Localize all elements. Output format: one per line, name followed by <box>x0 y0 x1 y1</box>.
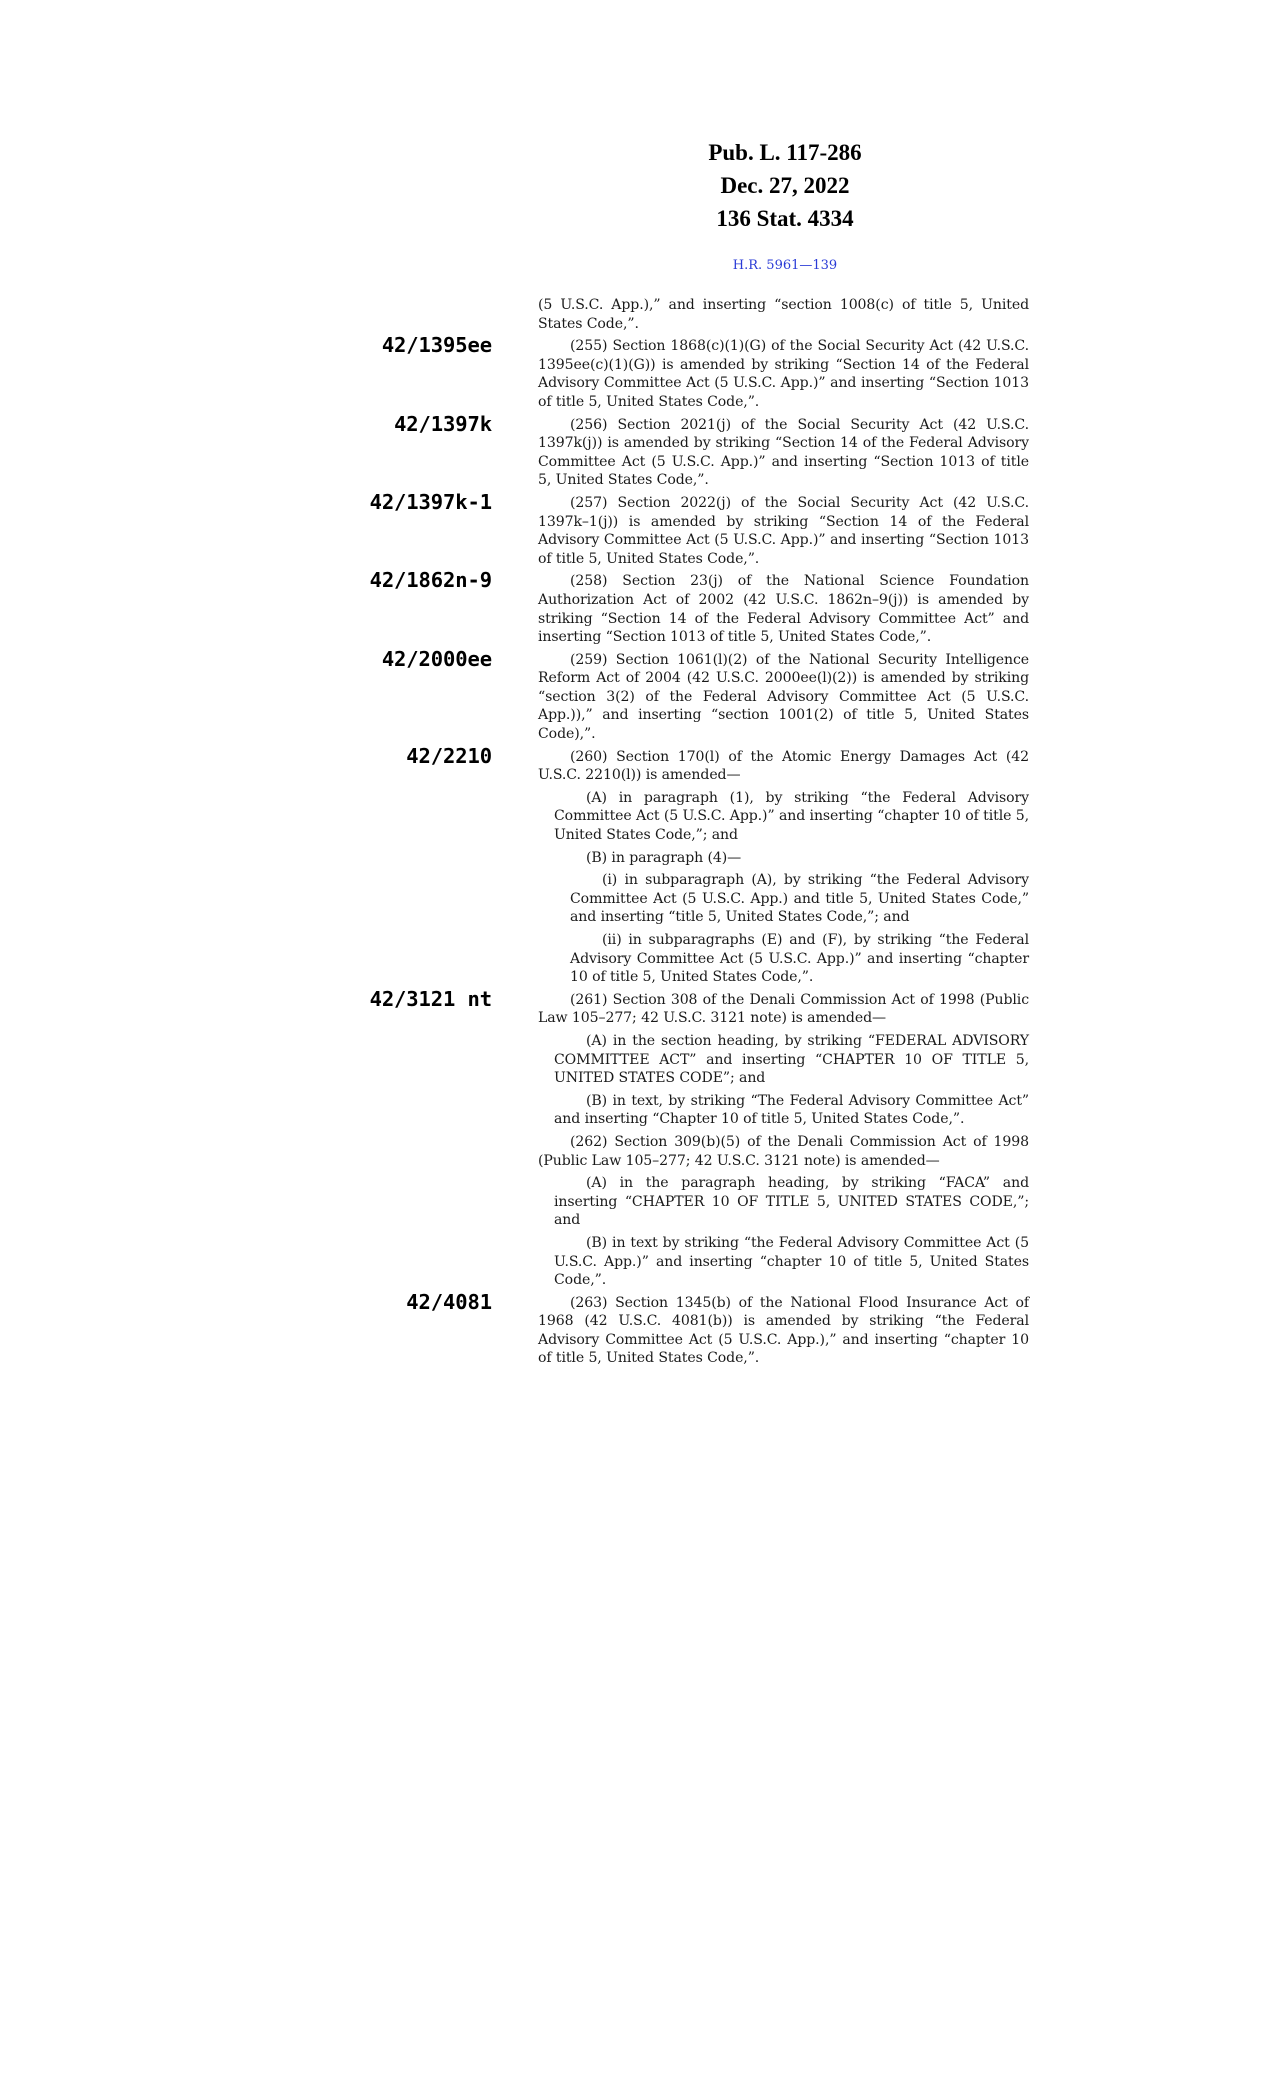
paragraph-text: (A) in the section heading, by striking “FEDERAL ADVISORY COMMITTEE ACT” and inserting “CHAPTER 10 OF TITLE 5, UNITED STATES CODE”; and <box>554 1032 1029 1087</box>
usc-margin-citation: 42/1397k <box>394 411 492 436</box>
paragraph-text: (A) in the paragraph heading, by striking “FACA” and inserting “CHAPTER 10 OF TITLE 5, UNITED STATES CODE,”; and <box>554 1175 1029 1229</box>
usc-margin-citation: 42/1395ee <box>381 333 492 358</box>
statute-paragraph <box>554 1174 1029 1230</box>
paragraph-text: (262) Section 309(b)(5) of the Denali Commission Act of 1998 (Public Law 105–277; 42 U.S.C. 3121 note) is amended— <box>538 1133 1029 1169</box>
paragraph-text: (A) in paragraph (1), by striking “the Federal Advisory Committee Act (5 U.S.C. App.)” and inserting “chapter 10 of title 5, United States Code,”; and <box>554 789 1029 844</box>
paragraph-text: (ii) in subparagraphs (E) and (F), by striking “the Federal Advisory Committee Act (5 U.S.C. App.)” and inserting “chapter 10 of title 5, United States Code,”. <box>570 932 1029 986</box>
usc-margin-citation: 42/1862n-9 <box>369 568 492 593</box>
paragraph-text: (B) in text, by striking “The Federal Advisory Committee Act” and inserting “Chapter 10 of title 5, United States Code,”. <box>554 1092 1029 1128</box>
usc-margin-citation: 42/4081 <box>406 1289 492 1314</box>
paragraph-text: (261) Section 308 of the Denali Commission Act of 1998 (Public Law 105–277; 42 U.S.C. 3121 note) is amended— <box>538 991 1029 1027</box>
paragraph-text: (263) Section 1345(b) of the National Flood Insurance Act of 1968 (42 U.S.C. 4081(b)) is amended by striking “the Federal Advisory Committee Act (5 U.S.C. App.),” and inserting “chapter 10 of title 5, United States Code,”. <box>538 1294 1029 1367</box>
statute-paragraph <box>369 489 1029 568</box>
statute-paragraph <box>554 849 1029 868</box>
statute-paragraph <box>381 333 1029 411</box>
statute-paragraph <box>394 411 1029 490</box>
usc-margin-citation: 42/2000ee <box>381 646 492 671</box>
usc-margin-citation: 42/3121 nt <box>369 986 492 1011</box>
statute-text-body <box>369 296 1029 1372</box>
statute-paragraph <box>381 646 1029 744</box>
paragraph-text: (258) Section 23(j) of the National Science Foundation Authorization Act of 2002 (42 U.S.C. 1862n–9(j)) is amended by striking “Section 14 of the Federal Advisory Committee Act” and inserting “Section 1013 of title 5, United States Code,”. <box>538 573 1029 646</box>
statute-paragraph <box>538 296 1029 333</box>
statute-paragraph <box>369 568 1029 646</box>
bill-reference-link[interactable]: H.R. 5961—139 <box>732 258 838 273</box>
paragraph-text: (259) Section 1061(l)(2) of the National Security Intelligence Reform Act of 2004 (42 U.S.C. 2000ee(l)(2)) is amended by striking “section 3(2) of the Federal Advisory Committee Act (5 U.S.C. App.)),” and inserting “section 1001(2) of title 5, United States Code),”. <box>538 651 1029 743</box>
statute-paragraph <box>554 1092 1029 1129</box>
paragraph-text: (256) Section 2021(j) of the Social Security Act (42 U.S.C. 1397k(j)) is amended by striking “Section 14 of the Federal Advisory Committee Act (5 U.S.C. App.)” and inserting “Section 1013 of title 5, United States Code,”. <box>538 416 1029 489</box>
statute-citation: 136 Stat. 4334 <box>716 206 854 231</box>
paragraph-text: (260) Section 170(l) of the Atomic Energy Damages Act (42 U.S.C. 2210(l)) is amended— <box>538 748 1029 784</box>
public-law-number: Pub. L. 117-286 <box>708 140 862 165</box>
paragraph-text: (255) Section 1868(c)(1)(G) of the Social Security Act (42 U.S.C. 1395ee(c)(1)(G)) is amended by striking “Section 14 of the Federal Advisory Committee Act (5 U.S.C. App.)” and inserting “Section 1013 of title 5, United States Code,”. <box>538 338 1029 410</box>
statute-paragraph <box>554 1234 1029 1290</box>
paragraph-text: (257) Section 2022(j) of the Social Security Act (42 U.S.C. 1397k–1(j)) is amended by striking “Section 14 of the Federal Advisory Committee Act (5 U.S.C. App.)” and inserting “Section 1013 of title 5, United States Code,”. <box>538 494 1029 567</box>
statute-paragraph <box>570 871 1029 927</box>
statute-paragraph <box>570 931 1029 987</box>
usc-margin-citation: 42/1397k-1 <box>369 489 492 514</box>
paragraph-text: (i) in subparagraph (A), by striking “the Federal Advisory Committee Act (5 U.S.C. App.) and title 5, United States Code,” and inserting “title 5, United States Code,”; and <box>570 872 1029 926</box>
statute-paragraph <box>406 1289 1029 1368</box>
statute-paragraph <box>554 789 1029 845</box>
statute-paragraph <box>554 1032 1029 1088</box>
statute-paragraph <box>369 986 1029 1028</box>
paragraph-text: (5 U.S.C. App.),” and inserting “section 1008(c) of title 5, United States Code,”. <box>538 297 1029 332</box>
statute-paragraph <box>538 1133 1029 1170</box>
statute-paragraph <box>406 743 1029 785</box>
usc-margin-citation: 42/2210 <box>406 743 492 768</box>
paragraph-text: (B) in paragraph (4)— <box>586 849 742 866</box>
enactment-date: Dec. 27, 2022 <box>720 173 850 198</box>
paragraph-text: (B) in text by striking “the Federal Advisory Committee Act (5 U.S.C. App.)” and inserting “chapter 10 of title 5, United States Code,”. <box>554 1234 1029 1289</box>
